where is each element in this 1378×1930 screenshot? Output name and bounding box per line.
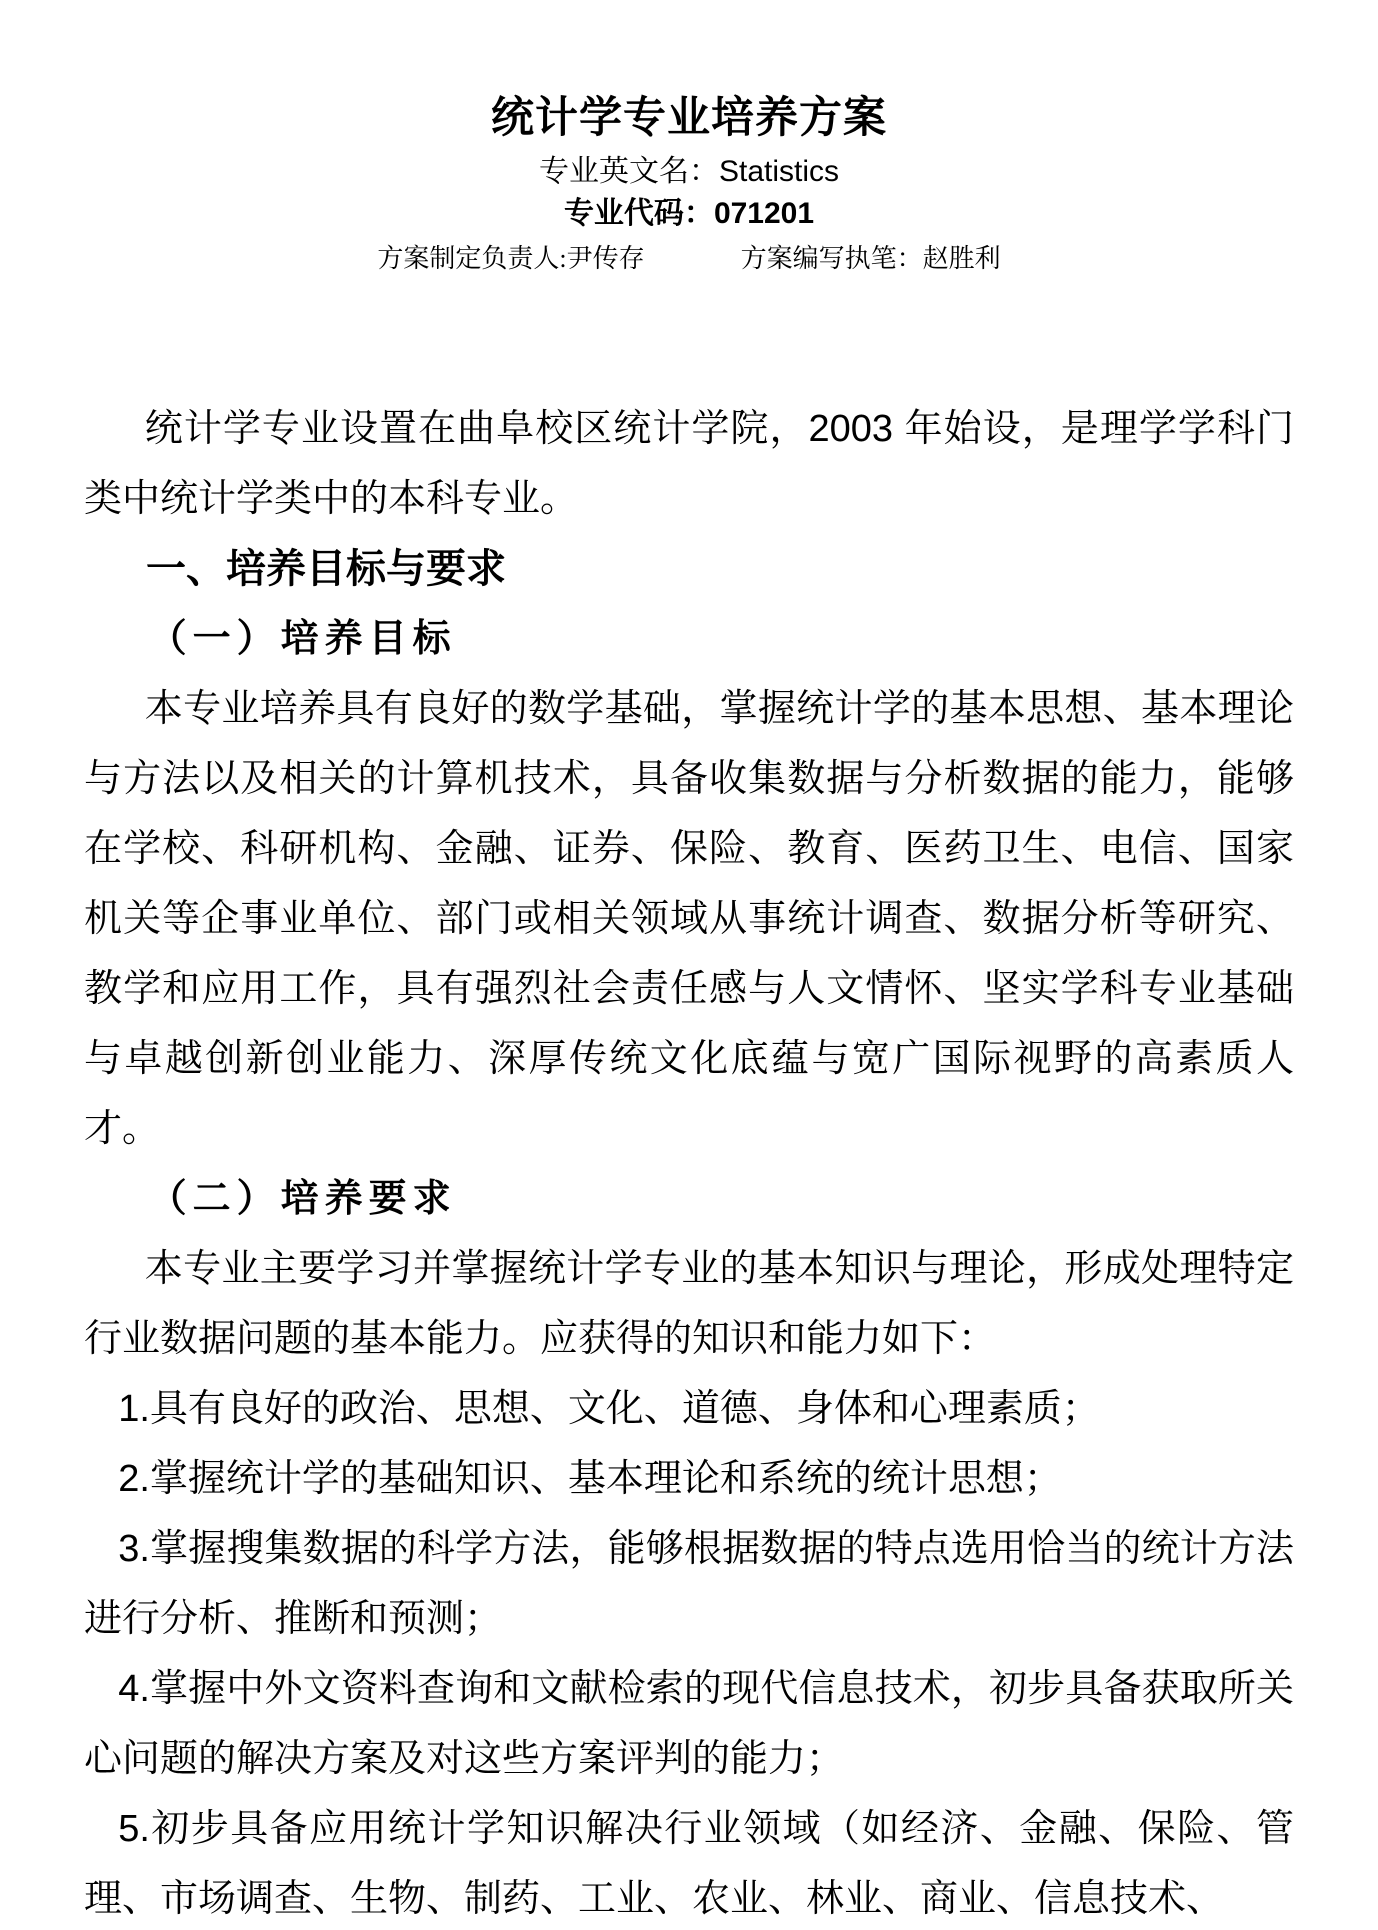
requirement-item-1: 1.具有良好的政治、思想、文化、道德、身体和心理素质； <box>118 1388 1100 1430</box>
section-heading-goals-and-requirements: 一、培养目标与要求 <box>146 547 506 591</box>
training-goals-paragraph: 本专业培养具有良好的数学基础，掌握统计学的基本思想、基本理论与方法以及相关的计算机技术，具备收集数据与分析数据的能力，能够在学校、科研机构、金融、证券、保险、教育、医药卫生、电信、国家机关等企事业单位、部门或相关领域从事统计调查、数据分析等研究、教学和应用工作，具有强烈社会责任感与人文情怀、坚实学科专业基础与卓越创新创业能力、深厚传统文化底蕴与宽广国际视野的高素质人才。 <box>84 688 1294 1150</box>
intro-paragraph: 统计学专业设置在曲阜校区统计学院，2003 年始设，是理学学科门类中统计学类中的本科专业。 <box>84 408 1294 520</box>
english-name-label: 专业英文名： <box>538 155 719 188</box>
plan-designer-label: 方案制定负责人: <box>377 244 567 273</box>
training-requirements-paragraph: 本专业主要学习并掌握统计学专业的基本知识与理论，形成处理特定行业数据问题的基本能力。应获得的知识和能力如下： <box>84 1248 1294 1360</box>
requirement-item-4: 4.掌握中外文资料查询和文献检索的现代信息技术，初步具备获取所关心问题的解决方案及对这些方案评判的能力； <box>84 1668 1294 1780</box>
major-code-line <box>84 196 1294 232</box>
requirement-item-2: 2.掌握统计学的基础知识、基本理论和系统的统计思想； <box>118 1458 1062 1500</box>
plan-designer-name: 尹传存 <box>566 244 645 273</box>
major-code-label: 专业代码： <box>563 197 714 230</box>
authors-line <box>84 242 1294 276</box>
document-body <box>84 394 1294 1930</box>
requirement-item-3: 3.掌握搜集数据的科学方法，能够根据数据的特点选用恰当的统计方法进行分析、推断和预测； <box>84 1528 1294 1640</box>
plan-designer <box>377 242 644 276</box>
plan-writer-label: 方案编写执笔： <box>740 244 923 273</box>
plan-writer-name: 赵胜利 <box>922 244 1001 273</box>
plan-writer <box>741 242 1001 276</box>
requirement-item-5: 5.初步具备应用统计学知识解决行业领域（如经济、金融、保险、管理、市场调查、生物、制药、工业、农业、林业、商业、信息技术、 <box>84 1808 1294 1920</box>
major-code-value: 071201 <box>713 197 815 230</box>
subsection-heading-training-requirements: （二）培养要求 <box>148 1178 457 1220</box>
english-name-line <box>84 154 1294 190</box>
subsection-heading-training-goals: （一）培养目标 <box>148 618 457 660</box>
doc-title: 统计学专业培养方案 <box>491 94 887 142</box>
english-name-value: Statistics <box>718 155 840 188</box>
